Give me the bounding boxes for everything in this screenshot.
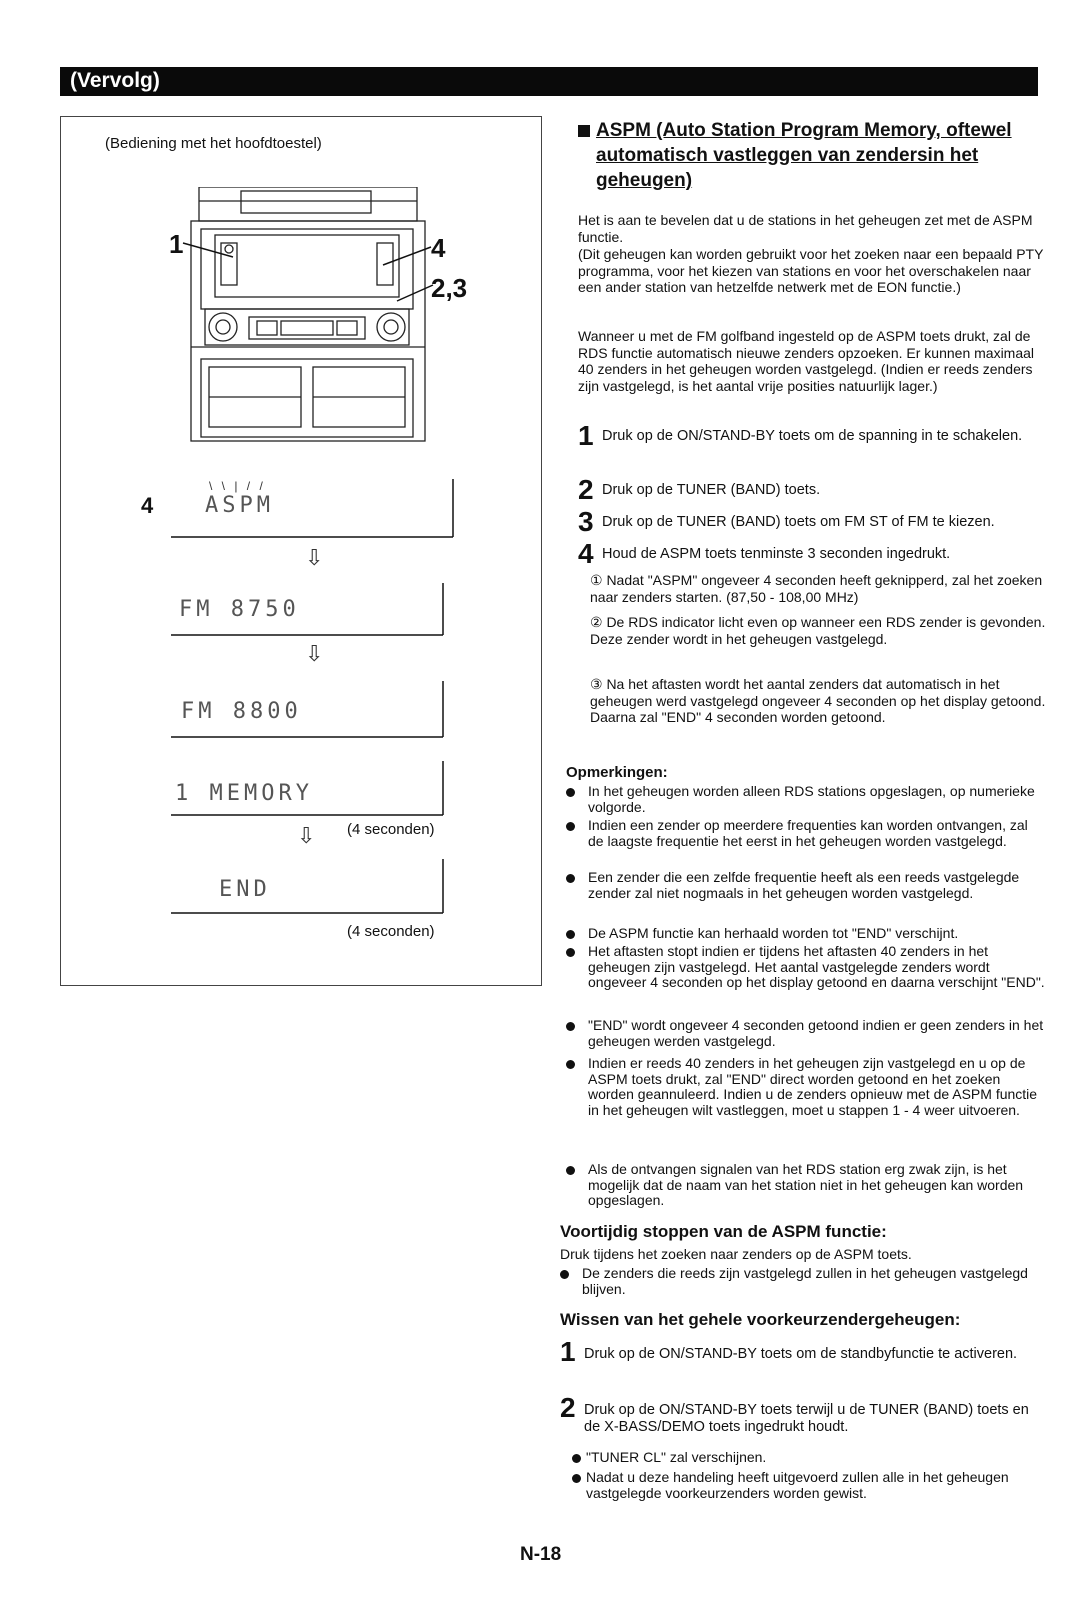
wipe-step-2: 2 Druk op de ON/STAND-BY toets terwijl u de TUNER (BAND) toets en de X-BASS/DEMO toets ingedrukt houdt. (560, 1392, 1029, 1435)
bullet-dot-icon (566, 930, 575, 939)
bullet-dot-icon (572, 1474, 581, 1483)
callout-4-leader (381, 245, 433, 269)
heading-bullet-icon (578, 125, 590, 137)
section-title: (Vervolg) (70, 69, 160, 92)
bullet-dot-icon (566, 1166, 575, 1175)
illustration-caption: (Bediening met het hoofdtoestel) (105, 135, 322, 152)
step-1: 1 Druk op de ON/STAND-BY toets om de spanning in te schakelen. (578, 420, 1023, 451)
intro-paragraph: Het is aan te bevelen dat u de stations in het geheugen zet met de ASPM functie. (578, 212, 1033, 245)
stereo-system-illustration (161, 187, 441, 457)
callout-2-3: 2,3 (431, 273, 468, 303)
section-header-bar (60, 67, 1038, 96)
substep-1: ① Nadat "ASPM" ongeveer 4 seconden heeft geknipperd, zal het zoeken naar zenders starten. (87,50 - 108,00 MHz) (590, 572, 1043, 605)
bullet-dot-icon (572, 1454, 581, 1463)
lcd-display-memory: 1 MEMORY (175, 781, 313, 806)
substep-3: ③ Na het aftasten wordt het aantal zenders dat automatisch in het geheugen werd vastgelegd ongeveer 4 seconden op het display getoond. Daarna zal "END" 4 seconden worden getoond. (590, 676, 1046, 725)
bullet-dot-icon (566, 1060, 575, 1069)
intro-paragraph-3: Wanneer u met de FM golfband ingesteld op de ASPM toets drukt, zal de RDS functie automatisch nieuwe zenders opzoeken. Er kunnen maximaal 40 zenders in het geheugen worden vastgelegd. (Indien er reeds zenders zijn vastgelegd, is het aantal vrije posities natuurlijk lager.) (578, 328, 1035, 394)
blink-marks: \ \ | / / (209, 479, 266, 493)
illustration-frame (60, 116, 542, 986)
step-label-4: 4 (141, 493, 154, 518)
lcd-display-fm-8750: FM 8750 (179, 597, 300, 622)
step-4: 4 Houd de ASPM toets tenminste 3 seconden ingedrukt. (578, 538, 951, 569)
callout-2-3-leader (395, 281, 435, 305)
stop-section-title: Voortijdig stoppen van de ASPM functie: (560, 1222, 887, 1241)
callout-1: 1 (169, 229, 184, 259)
bullet-dot-icon (566, 1022, 575, 1031)
bullet-dot-icon (566, 788, 575, 797)
wipe-step-1: 1 Druk op de ON/STAND-BY toets om de standbyfunctie te activeren. (560, 1336, 1018, 1367)
bullet-dot-icon (560, 1270, 569, 1279)
step-3: 3 Druk op de TUNER (BAND) toets om FM ST of FM te kiezen. (578, 506, 995, 537)
bullet-dot-icon (566, 822, 575, 831)
page-number: N-18 (520, 1544, 562, 1565)
stop-section-text: Druk tijdens het zoeken naar zenders op de ASPM toets. (560, 1246, 912, 1262)
duration-note-1: (4 seconden) (347, 821, 435, 838)
substep-2: ② De RDS indicator licht even op wanneer een RDS zender is gevonden. Deze zender wordt in het geheugen vastgelegd. (590, 614, 1046, 647)
bullet-dot-icon (566, 948, 575, 957)
down-arrow-icon: ⇩ (305, 641, 324, 666)
step-2: 2 Druk op de TUNER (BAND) toets. (578, 474, 821, 505)
down-arrow-icon: ⇩ (305, 545, 324, 570)
lcd-display-aspm: \ \ | / / ASPM (205, 479, 274, 518)
wipe-section-title: Wissen van het gehele voorkeurzendergeheugen: (560, 1310, 961, 1329)
callout-1-leader (181, 241, 241, 271)
down-arrow-icon: ⇩ (297, 823, 316, 848)
callout-4: 4 (431, 233, 446, 263)
duration-note-2: (4 seconden) (347, 923, 435, 940)
notes-title: Opmerkingen: (566, 764, 668, 781)
lcd-display-end: END (219, 877, 271, 902)
section-heading: ASPM (Auto Station Program Memory, oftewel automatisch vastleggen van zendersin het geheugen) (596, 120, 1012, 191)
lcd-display-fm-8800: FM 8800 (181, 699, 302, 724)
bullet-dot-icon (566, 874, 575, 883)
intro-paragraph-2: (Dit geheugen kan worden gebruikt voor het zoeken naar een bepaald PTY programma, voor het kiezen van stations en voor het overschakelen naar een ander station van hetzelfde netwerk met de EON functie.) (578, 246, 1044, 295)
